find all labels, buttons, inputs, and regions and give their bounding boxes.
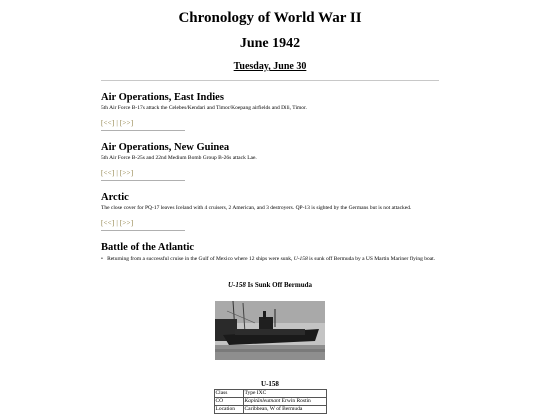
page-content [101, 0, 439, 414]
prev-link[interactable]: [<<] [101, 119, 115, 127]
site-title: Chronology of World War II [178, 10, 362, 26]
figure-title-em: U-158 [227, 281, 246, 289]
info-table [214, 389, 327, 414]
nav-links [101, 169, 439, 177]
figure-title [101, 281, 439, 290]
date-heading: Tuesday, June 30 [233, 61, 307, 72]
bullet-text-end: is sunk off Bermuda by a US Martin Mariner flying boat. [309, 256, 436, 262]
rank-text: Kapitänleutnant [244, 398, 281, 404]
section-text: The close cover for PQ-17 leaves Iceland with 4 cruisers, 2 American, and 3 destroyers. QP-13 is sighted by the Germans but is not attacked. [101, 205, 412, 211]
section-title: Battle of the Atlantic [101, 242, 195, 253]
nav-separator: | [116, 169, 118, 177]
table-row [214, 398, 326, 406]
table-cell-key: CO [214, 398, 243, 406]
u-boat-name: U-158 [293, 256, 308, 262]
co-name: Erwin Rostin [281, 398, 311, 404]
section-title: Arctic [101, 192, 129, 203]
section-title: Air Operations, New Guinea [101, 142, 230, 153]
table-row [214, 406, 326, 414]
month-title: June 1942 [239, 36, 301, 51]
section-battle-of-atlantic [101, 242, 439, 263]
divider [101, 80, 439, 81]
next-link[interactable]: [>>] [119, 119, 134, 127]
table-row [214, 390, 326, 398]
prev-link[interactable]: [<<] [101, 169, 115, 177]
section-text: 5th Air Force B-25s and 22nd Medium Bomb Group B-26s attack Lae. [101, 155, 257, 161]
short-divider [101, 180, 185, 181]
section-arctic [101, 192, 439, 231]
prev-link[interactable]: [<<] [101, 219, 115, 227]
bullet-icon: • [101, 256, 103, 262]
list-item [101, 256, 439, 263]
table-cell-value: Type IXC [243, 390, 326, 398]
next-link[interactable]: [>>] [119, 219, 134, 227]
u-boat-photo [215, 301, 325, 360]
bullet-text-start: Returning from a successful cruise in the Gulf of Mexico where 12 ships were sunk, [107, 256, 293, 262]
table-cell-value [243, 398, 326, 406]
table-cell-value: Caribbean, W of Bermuda [243, 406, 326, 414]
nav-links [101, 119, 439, 127]
section-air-ops-east-indies [101, 92, 439, 131]
nav-links [101, 219, 439, 227]
table-cell-key: Class [214, 390, 243, 398]
info-table-title: U-158 [261, 380, 279, 388]
figure-title-rest: Is Sunk Off Bermuda [247, 281, 313, 289]
next-link[interactable]: [>>] [119, 169, 134, 177]
short-divider [101, 130, 185, 131]
table-cell-key: Location [214, 406, 243, 414]
section-text: 5th Air Force B-17s attack the Celebes/Kendari and Timor/Koepang airfields and Dili, Timor. [101, 105, 307, 111]
nav-separator: | [116, 119, 118, 127]
nav-separator: | [116, 219, 118, 227]
section-title: Air Operations, East Indies [101, 92, 224, 103]
section-air-ops-new-guinea [101, 142, 439, 181]
short-divider [101, 230, 185, 231]
submarine-photo-image [215, 301, 325, 360]
